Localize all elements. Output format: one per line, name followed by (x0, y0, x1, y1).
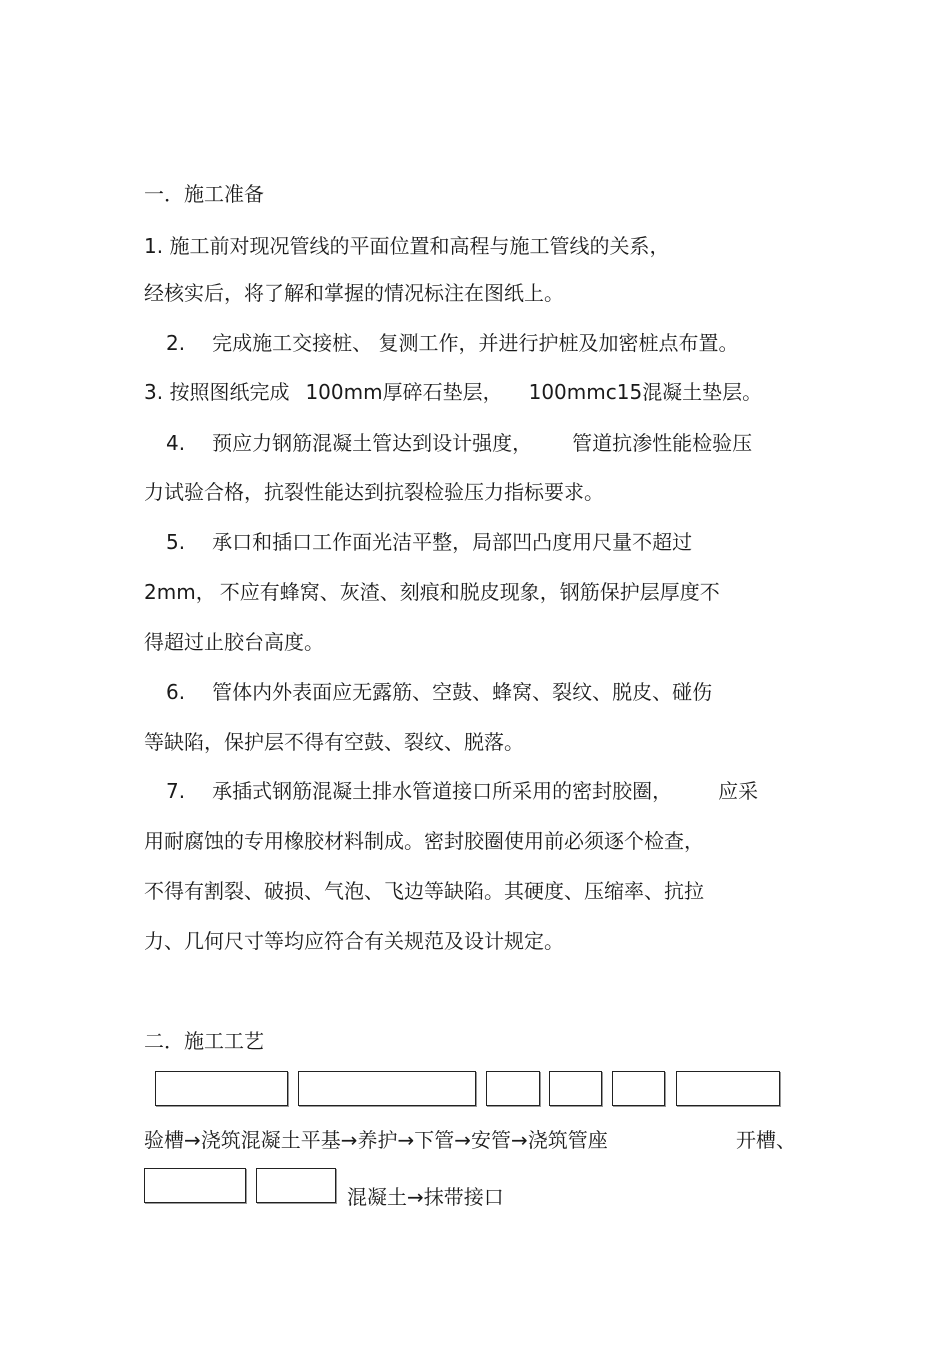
section-1-heading: 一．施工准备 (144, 182, 264, 206)
item-1-line-1: 1. 施工前对现况管线的平面位置和高程与施工管线的关系， (144, 234, 670, 258)
flow-box-1 (155, 1071, 288, 1106)
item-4-number: 4. (166, 431, 186, 455)
item-4-line-1: 4. 预应力钢筋混凝土管达到设计强度， 管道抗渗性能检验压 (166, 431, 753, 455)
item-5-line-3: 得超过止胶台高度。 (144, 630, 324, 654)
flow-line-2: 混凝土→抹带接口 (347, 1185, 504, 1209)
item-7-line-1: 7. 承插式钢筋混凝土排水管道接口所采用的密封胶圈， 应采 (166, 779, 759, 803)
item-2-text: 完成施工交接桩、 复测工作，并进行护桩及加密桩点布置。 (212, 331, 739, 355)
section-2-heading: 二．施工工艺 (144, 1029, 264, 1053)
flow-line-1-end: 开槽、 (736, 1128, 796, 1152)
item-2-number: 2. (166, 331, 186, 355)
item-3: 3. 按照图纸完成 100mm厚碎石垫层， 100mmc15混凝土垫层。 (144, 380, 763, 404)
flow-box-2 (298, 1071, 476, 1106)
item-4-line-2: 力试验合格，抗裂性能达到抗裂检验压力指标要求。 (144, 480, 604, 504)
item-2 (166, 330, 738, 356)
flow-line-1: 验槽→浇筑混凝土平基→养护→下管→安管→浇筑管座 (144, 1128, 608, 1152)
flow-box-6 (676, 1071, 780, 1106)
item-7-number: 7. (166, 779, 186, 803)
item-5-line-1: 5. 承口和插口工作面光洁平整，局部凹凸度用尺量不超过 (166, 530, 693, 554)
item-6-line-2: 等缺陷，保护层不得有空鼓、裂纹、脱落。 (144, 730, 524, 754)
item-7-line-3: 不得有割裂、破损、气泡、飞边等缺陷。其硬度、压缩率、抗拉 (144, 879, 704, 903)
flow-box-8 (256, 1168, 336, 1203)
item-1-line-2: 经核实后，将了解和掌握的情况标注在图纸上。 (144, 281, 564, 305)
item-6-number: 6. (166, 680, 186, 704)
flow-box-4 (549, 1071, 602, 1106)
item-5-line-2: 2mm， 不应有蜂窝、灰渣、刻痕和脱皮现象，钢筋保护层厚度不 (144, 580, 720, 604)
item-7-line-4: 力、几何尺寸等均应符合有关规范及设计规定。 (144, 929, 564, 953)
flow-box-3 (486, 1071, 540, 1106)
item-6-line-1: 6. 管体内外表面应无露筋、空鼓、蜂窝、裂纹、脱皮、碰伤 (166, 680, 713, 704)
flow-box-7 (144, 1168, 246, 1203)
item-5-number: 5. (166, 530, 186, 554)
flow-box-5 (612, 1071, 665, 1106)
item-7-line-2: 用耐腐蚀的专用橡胶材料制成。密封胶圈使用前必须逐个检查， (144, 829, 704, 853)
